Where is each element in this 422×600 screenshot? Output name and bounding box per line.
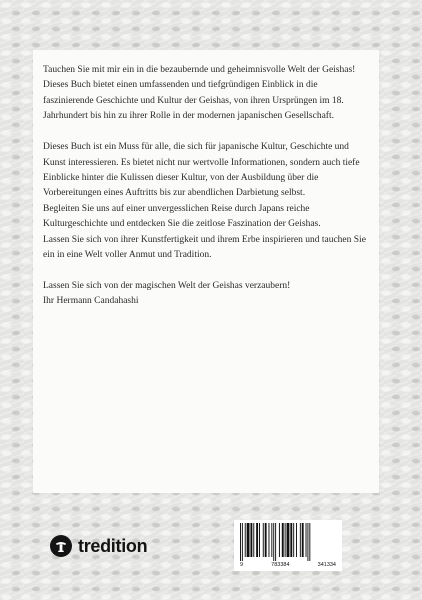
barcode-bar — [285, 523, 286, 557]
publisher-logo — [50, 532, 147, 560]
inspiration-paragraph: Lassen Sie sich von ihrer Kunstfertigkeit und ihrem Erbe inspirieren und tauchen Sie ein in eine Welt voller Anmut und Tradition. — [43, 234, 366, 260]
barcode-digits — [240, 562, 336, 568]
barcode-bars — [240, 523, 336, 561]
barcode-bar — [307, 523, 308, 561]
barcode-bar — [290, 523, 292, 557]
barcode-bar — [263, 523, 264, 557]
barcode-bar — [269, 523, 270, 557]
barcode-bar — [265, 523, 267, 557]
barcode-bar — [247, 523, 250, 557]
barcode-bar — [271, 523, 272, 557]
barcode-bar — [302, 523, 304, 557]
barcode-bar — [273, 523, 274, 561]
barcode-bar — [275, 523, 276, 561]
barcode-bar — [279, 523, 280, 557]
barcode-bar — [253, 523, 254, 557]
back-cover-text-panel — [33, 50, 379, 493]
barcode-bar — [250, 523, 252, 557]
tredition-logo-icon — [50, 535, 72, 557]
barcode-bar — [309, 523, 310, 561]
intro-paragraph: Tauchen Sie mit mir ein in die bezaubernde und geheimnisvolle Welt der Geishas! Dieses Buch bietet einen umfassenden und tiefgründigen Einblick in die faszinierende Geschichte und Kultur der Geishas, von ihren Ursprüngen im 18. Jahrhundert bis hin zu ihrer Rolle in der modernen japanischen Gesellschaft. — [43, 65, 356, 122]
barcode-bar — [306, 523, 307, 557]
publisher-name: tredition — [78, 535, 148, 556]
journey-paragraph: Begleiten Sie uns auf einer unvergesslichen Reise durch Japans reiche Kulturgeschichte und entdecken Sie die zeitlose Faszination der Geishas. — [43, 203, 321, 230]
isbn-barcode — [234, 520, 342, 571]
barcode-bar — [245, 523, 246, 557]
barcode-bar — [242, 523, 243, 561]
barcode-digit-prefix: 9 — [240, 562, 244, 568]
closing-line: Lassen Sie sich von der magischen Welt der Geishas verzaubern! — [43, 280, 291, 291]
barcode-bar — [293, 523, 294, 557]
barcode-bar — [287, 523, 290, 557]
barcode-bar — [259, 523, 260, 557]
barcode-bar — [300, 523, 301, 557]
barcode-bar — [282, 523, 284, 557]
barcode-digit-group-right: 341334 — [317, 562, 336, 568]
audience-paragraph: Dieses Buch ist ein Muss für alle, die sich für japanische Kultur, Geschichte und Kunst interessieren. Es bietet nicht nur wertvolle Informationen, sondern auch tiefe Einblicke hinter die Kulissen dieser Kultur, von der Ausbildung über die Vorbereitungen eines Auftritts bis zur abendlichen Darbietung selbst. — [43, 142, 360, 199]
barcode-bar — [240, 523, 241, 561]
barcode-digit-group-left: 783384 — [271, 562, 290, 568]
barcode-bar — [256, 523, 258, 557]
barcode-bar — [296, 523, 297, 557]
author-signature: Ihr Hermann Candahashi — [43, 296, 139, 307]
